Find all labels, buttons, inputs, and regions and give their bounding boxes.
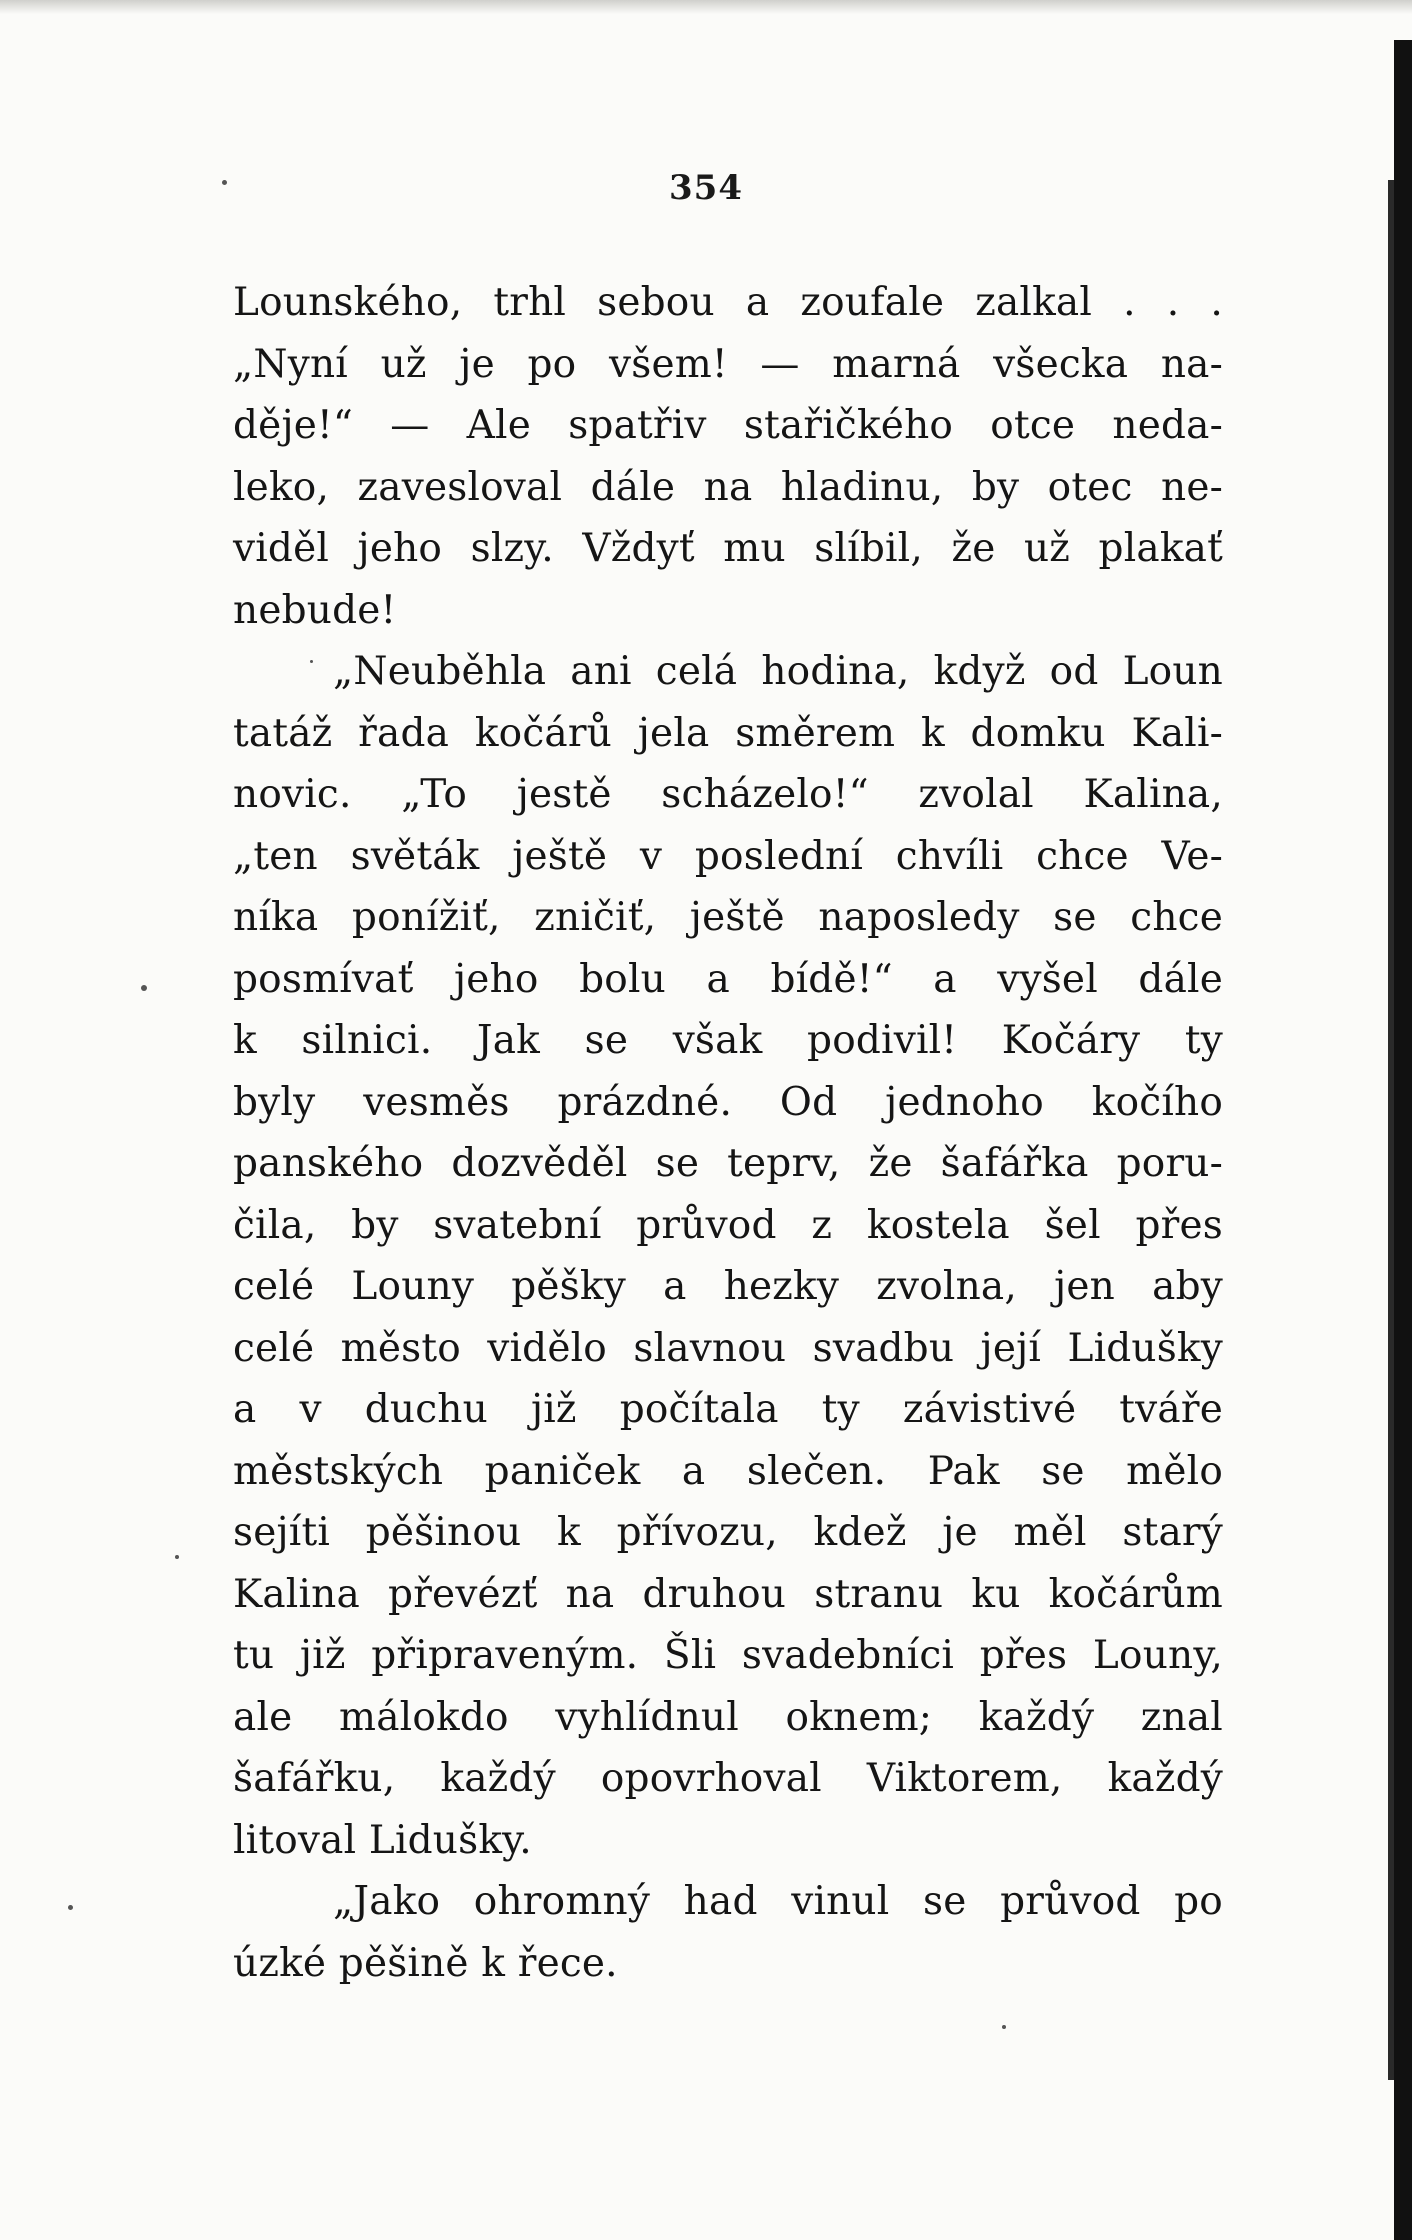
scan-speck bbox=[310, 660, 313, 663]
text-line: a v duchu již počítala ty závistivé tváře bbox=[233, 1387, 1223, 1432]
text-line: níka ponížiť, zničiť, ještě naposledy se chce bbox=[233, 895, 1223, 940]
text-line: tatáž řada kočárů jela směrem k domku Kali- bbox=[233, 710, 1223, 756]
text-line: posmívať jeho bolu a bídě!“ a vyšel dále bbox=[233, 956, 1223, 1002]
right-scan-edge bbox=[1394, 40, 1412, 2240]
text-line: čila, by svatební průvod z kostela šel přes bbox=[233, 1202, 1223, 1248]
text-line: úzké pěšině k řece. bbox=[233, 1940, 618, 1986]
top-scan-edge bbox=[0, 0, 1412, 14]
scan-speck bbox=[141, 985, 147, 991]
text-line: byly vesměs prázdné. Od jednoho kočího bbox=[233, 1079, 1223, 1125]
text-line: panského dozvěděl se teprv, že šafářka poru- bbox=[233, 1141, 1223, 1186]
page-number: 354 bbox=[669, 168, 743, 208]
text-line: Lounského, trhl sebou a zoufale zalkal . . . bbox=[233, 280, 1223, 325]
text-line: sejíti pěšinou k přívozu, kdež je měl starý bbox=[233, 1510, 1223, 1555]
text-line: celé Louny pěšky a hezky zvolna, jen aby bbox=[233, 1264, 1223, 1309]
text-line: leko, zavesloval dále na hladinu, by otec ne- bbox=[233, 464, 1223, 510]
text-line: k silnici. Jak se však podivil! Kočáry ty bbox=[233, 1018, 1223, 1063]
body-text bbox=[233, 272, 1223, 1994]
text-line: tu již připraveným. Šli svadebníci přes Louny, bbox=[233, 1633, 1223, 1678]
text-line: novic. „To jestě scházelo!“ zvolal Kalina, bbox=[233, 772, 1223, 817]
scan-speck bbox=[175, 1555, 179, 1559]
text-line: viděl jeho slzy. Vždyť mu slíbil, že už plakať bbox=[233, 526, 1223, 571]
text-line: „Nyní už je po všem! — marná všecka na- bbox=[233, 341, 1223, 387]
text-line: „ten světák ještě v poslední chvíli chce Ve- bbox=[233, 833, 1223, 879]
scan-speck bbox=[68, 1905, 73, 1910]
text-line: nebude! bbox=[233, 587, 397, 633]
text-line: celé město vidělo slavnou svadbu její Lidušky bbox=[233, 1325, 1223, 1371]
text-line: městských paniček a slečen. Pak se mělo bbox=[233, 1448, 1223, 1494]
text-line: „Jako ohromný had vinul se průvod po bbox=[333, 1879, 1223, 1924]
scan-speck bbox=[1002, 2025, 1006, 2029]
text-line: litoval Lidušky. bbox=[233, 1817, 532, 1863]
binding-shadow bbox=[1388, 180, 1394, 2080]
text-line: šafářku, každý opovrhoval Viktorem, každý bbox=[233, 1756, 1223, 1801]
text-line: děje!“ — Ale spatřiv stařičkého otce neda- bbox=[233, 403, 1223, 448]
scan-speck bbox=[222, 180, 227, 185]
text-line: ale málokdo vyhlídnul oknem; každý znal bbox=[233, 1694, 1223, 1740]
text-line: Kalina převézť na druhou stranu ku kočárům bbox=[233, 1571, 1223, 1617]
text-line: „Neuběhla ani celá hodina, když od Loun bbox=[333, 649, 1223, 694]
